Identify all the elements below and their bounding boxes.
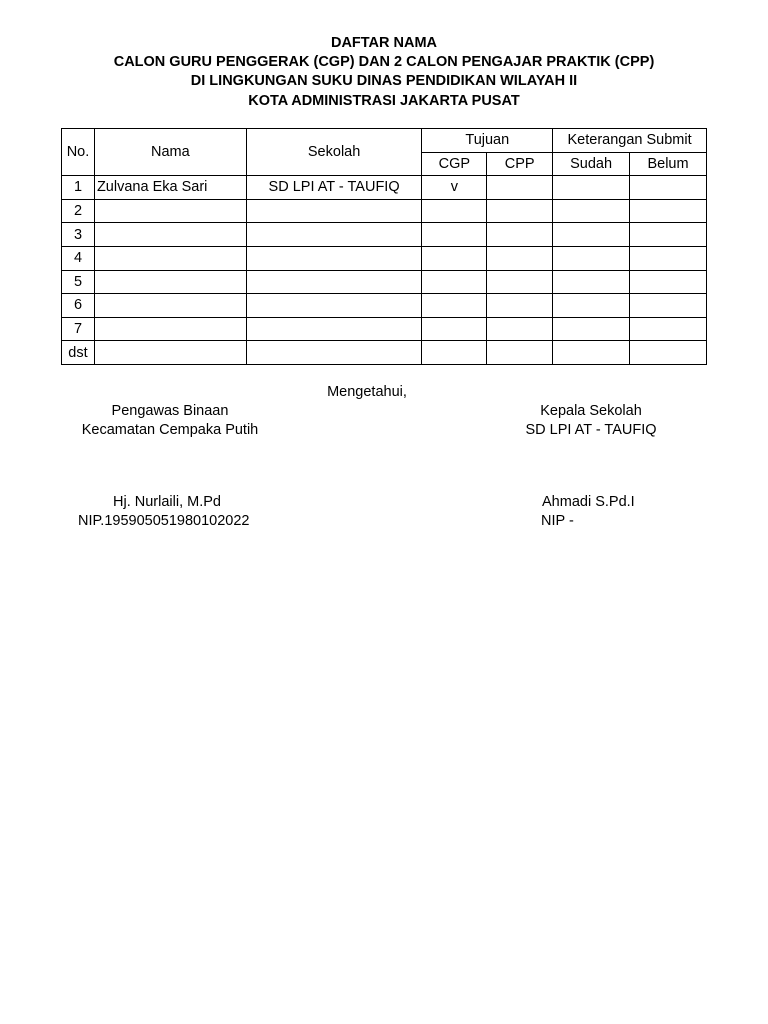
cell-nama <box>94 223 246 247</box>
cell-cpp <box>487 294 553 318</box>
cell-cgp: v <box>422 176 487 200</box>
cell-cpp <box>487 176 553 200</box>
right-signer-role: Kepala Sekolah <box>540 403 642 419</box>
header-sekolah: Sekolah <box>246 129 422 176</box>
right-signer-unit: SD LPI AT - TAUFIQ <box>525 422 657 438</box>
cell-nama <box>94 341 246 365</box>
cell-nama <box>94 317 246 341</box>
cell-sudah <box>553 246 630 270</box>
cell-sudah <box>553 199 630 223</box>
header-cpp: CPP <box>487 152 553 176</box>
cell-cgp <box>422 270 487 294</box>
cell-belum <box>630 317 707 341</box>
cell-belum <box>630 199 707 223</box>
cell-sekolah <box>246 341 422 365</box>
cell-sekolah <box>246 246 422 270</box>
cell-sekolah <box>246 317 422 341</box>
title-line-3: DI LINGKUNGAN SUKU DINAS PENDIDIKAN WILAYAH II <box>190 73 578 90</box>
title-line-4: KOTA ADMINISTRASI JAKARTA PUSAT <box>248 92 520 109</box>
cell-nama <box>94 270 246 294</box>
right-signer-nip: NIP - <box>541 513 574 529</box>
cell-sudah <box>553 176 630 200</box>
left-signature-block <box>60 402 280 440</box>
cell-cgp <box>422 294 487 318</box>
table-row <box>62 294 707 318</box>
cell-sudah <box>553 317 630 341</box>
cell-cpp <box>487 246 553 270</box>
cell-cpp <box>487 270 553 294</box>
table-row <box>62 270 707 294</box>
table-row <box>62 176 707 200</box>
cell-cpp <box>487 341 553 365</box>
cell-cgp <box>422 341 487 365</box>
cell-belum <box>630 270 707 294</box>
cell-no: 2 <box>62 199 95 223</box>
cell-sekolah <box>246 199 422 223</box>
left-signer-role: Pengawas Binaan <box>111 403 229 419</box>
left-signer-name: Hj. Nurlaili, M.Pd <box>113 494 221 510</box>
table-row <box>62 317 707 341</box>
cell-nama: Zulvana Eka Sari <box>94 176 246 200</box>
document-title <box>0 34 768 111</box>
cell-no: 6 <box>62 294 95 318</box>
cell-sekolah <box>246 270 422 294</box>
table-row <box>62 246 707 270</box>
cell-cpp <box>487 317 553 341</box>
header-cgp: CGP <box>422 152 487 176</box>
cell-no: 3 <box>62 223 95 247</box>
cell-no: dst <box>62 341 95 365</box>
cell-nama <box>94 294 246 318</box>
cell-sudah <box>553 341 630 365</box>
cell-belum <box>630 176 707 200</box>
table-row <box>62 341 707 365</box>
header-keterangan-submit: Keterangan Submit <box>553 129 707 153</box>
cell-cgp <box>422 246 487 270</box>
cell-belum <box>630 341 707 365</box>
header-sudah: Sudah <box>553 152 630 176</box>
candidate-table <box>61 128 707 365</box>
cell-cpp <box>487 223 553 247</box>
right-signer-name: Ahmadi S.Pd.I <box>542 494 635 510</box>
cell-belum <box>630 246 707 270</box>
title-line-2: CALON GURU PENGGERAK (CGP) DAN 2 CALON PENGAJAR PRAKTIK (CPP) <box>113 54 655 71</box>
cell-sudah <box>553 270 630 294</box>
right-signature-block <box>481 402 701 440</box>
header-tujuan: Tujuan <box>422 129 553 153</box>
cell-sekolah <box>246 294 422 318</box>
header-belum: Belum <box>630 152 707 176</box>
left-signer-unit: Kecamatan Cempaka Putih <box>81 422 259 438</box>
cell-sekolah <box>246 223 422 247</box>
table-row <box>62 199 707 223</box>
cell-cgp <box>422 223 487 247</box>
cell-sekolah: SD LPI AT - TAUFIQ <box>246 176 422 200</box>
cell-belum <box>630 294 707 318</box>
title-line-1: DAFTAR NAMA <box>330 35 438 51</box>
cell-nama <box>94 246 246 270</box>
cell-no: 7 <box>62 317 95 341</box>
left-signer-nip: NIP.195905051980102022 <box>78 513 250 529</box>
cell-no: 1 <box>62 176 95 200</box>
header-nama: Nama <box>94 129 246 176</box>
cell-cgp <box>422 317 487 341</box>
cell-no: 5 <box>62 270 95 294</box>
header-no: No. <box>62 129 95 176</box>
cell-sudah <box>553 294 630 318</box>
cell-cpp <box>487 199 553 223</box>
cell-belum <box>630 223 707 247</box>
acknowledgement-text: Mengetahui, <box>327 384 407 400</box>
cell-sudah <box>553 223 630 247</box>
table-row <box>62 223 707 247</box>
cell-no: 4 <box>62 246 95 270</box>
cell-cgp <box>422 199 487 223</box>
cell-nama <box>94 199 246 223</box>
